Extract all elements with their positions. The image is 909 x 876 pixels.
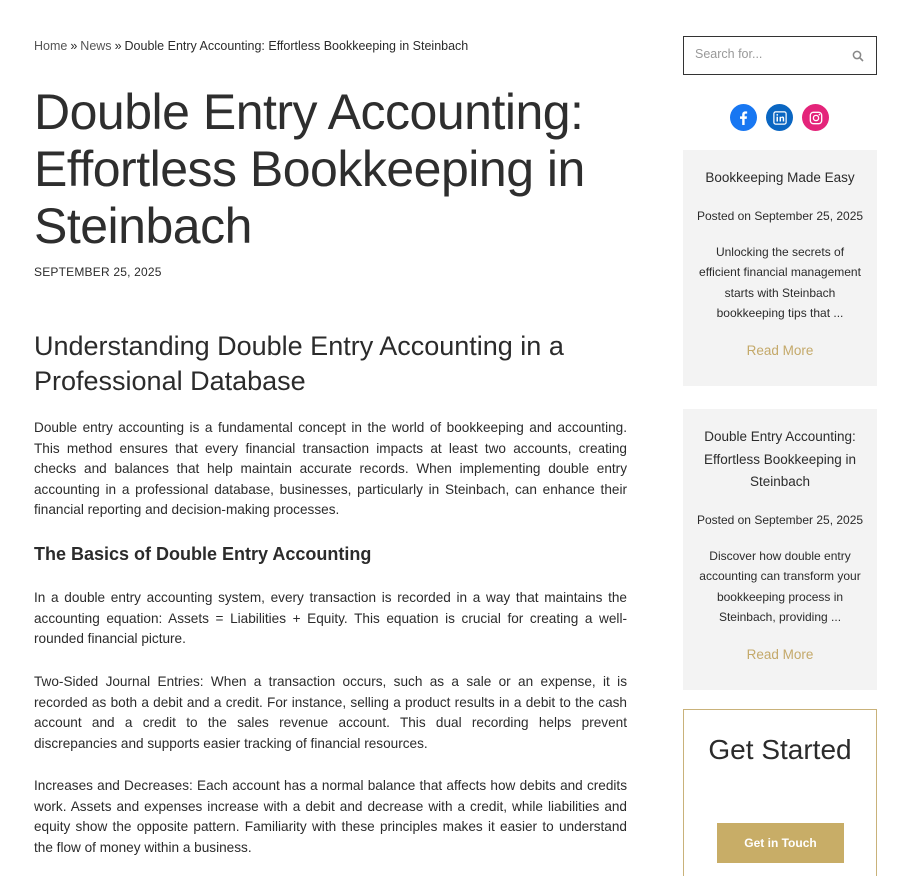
search-input[interactable] — [695, 47, 845, 61]
card-title[interactable]: Double Entry Accounting: Effortless Bookkeeping in Steinbach — [703, 429, 857, 489]
intro-paragraph: Double entry accounting is a fundamental concept in the world of bookkeeping and accounting. This method ensures that every financial transaction impacts at least two accounts, creating checks and balances that help maintain accurate records. When implementing double entry accounting in a professional database, businesses, particularly in Steinbach, can enhance their financial reporting and decision-making processes. — [34, 420, 627, 517]
paragraph-equation: In a double entry accounting system, every transaction is recorded in a way that maintains the accounting equation: Assets = Liabilities + Equity. This equation is crucial for creating a well-rounded financial picture. — [34, 590, 627, 646]
breadcrumb-separator: » — [114, 39, 122, 53]
post-date: SEPTEMBER 25, 2025 — [34, 265, 162, 279]
card-excerpt: Unlocking the secrets of efficient financial management starts with Steinbach bookkeeping tips that ... — [699, 244, 861, 320]
read-more-link[interactable]: Read More — [746, 646, 814, 662]
subsection-heading: The Basics of Double Entry Accounting — [34, 544, 372, 564]
page-title: Double Entry Accounting: Effortless Bookkeeping in Steinbach — [34, 84, 585, 254]
instagram-icon[interactable] — [802, 104, 829, 131]
related-post-card — [683, 409, 877, 690]
paragraph-increases-decreases: Increases and Decreases: Each account has a normal balance that affects how debits and credits work. Assets and expenses increase with a debit and decrease with a credit, while liabilities and equity show the opposite pattern. Familiarity with these principles makes it easier to understand the flow of money within a business. — [34, 778, 627, 855]
breadcrumb-home-link[interactable]: Home — [34, 39, 68, 53]
card-title[interactable]: Bookkeeping Made Easy — [705, 170, 855, 185]
section-heading: Understanding Double Entry Accounting in a Professional Database — [34, 331, 564, 396]
breadcrumb-separator: » — [70, 39, 78, 53]
facebook-icon[interactable] — [730, 104, 757, 131]
get-in-touch-button[interactable]: Get in Touch — [717, 823, 844, 863]
card-excerpt: Discover how double entry accounting can transform your bookkeeping process in Steinbach, providing ... — [699, 548, 861, 624]
card-date: Posted on September 25, 2025 — [696, 512, 864, 527]
related-post-card — [683, 150, 877, 386]
card-date: Posted on September 25, 2025 — [696, 208, 864, 223]
paragraph-journal-entries: Two-Sided Journal Entries: When a transaction occurs, such as a sale or an expense, it is recorded as both a debit and a credit. For instance, selling a product results in a debit to the cash account and a credit to the sales revenue account. This dual recording helps prevent discrepancies and supports easier tracking of financial resources. — [34, 674, 627, 751]
search-icon[interactable] — [852, 50, 864, 62]
linkedin-icon[interactable] — [766, 104, 793, 131]
breadcrumb — [34, 39, 468, 53]
read-more-link[interactable]: Read More — [746, 342, 814, 358]
cta-title: Get Started — [708, 734, 852, 765]
search-box — [683, 36, 877, 75]
breadcrumb-news-link[interactable]: News — [80, 39, 112, 53]
social-links — [730, 104, 829, 131]
breadcrumb-current: Double Entry Accounting: Effortless Bookkeeping in Steinbach — [124, 39, 469, 53]
get-started-box — [683, 709, 877, 876]
